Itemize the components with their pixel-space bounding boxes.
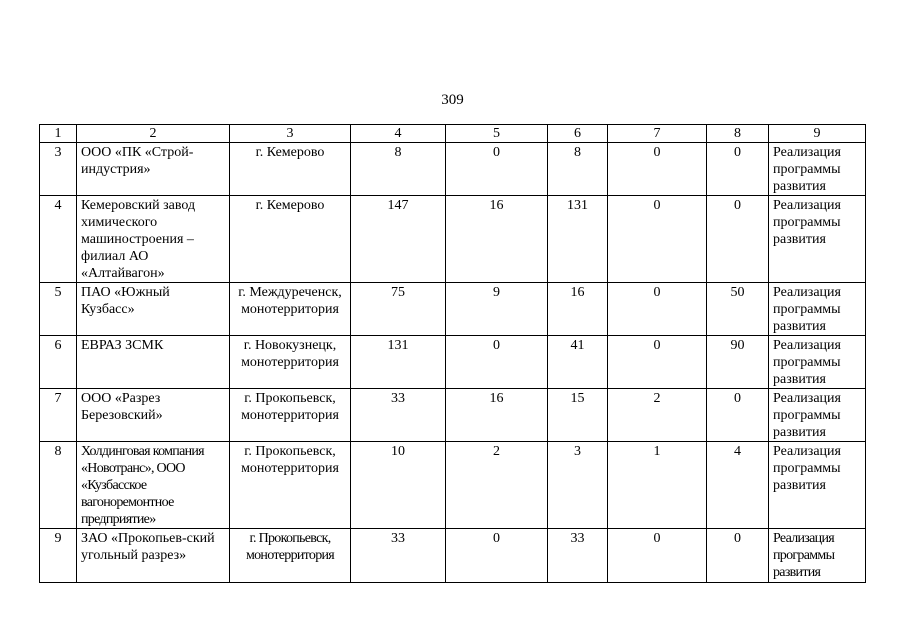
header-cell: 7 [608, 125, 707, 143]
value-col-8: 50 [707, 283, 769, 336]
table-row [40, 283, 866, 336]
company-name: ПАО «Южный Кузбасс» [77, 283, 230, 336]
location: г. Кемерово [230, 196, 351, 283]
location: г. Прокопьевск, монотерритория [230, 529, 351, 583]
location: г. Кемерово [230, 143, 351, 196]
row-number: 4 [40, 196, 77, 283]
value-col-5: 2 [446, 442, 548, 529]
value-col-4: 8 [351, 143, 446, 196]
note: Реализация программы развития [769, 196, 866, 283]
value-col-5: 0 [446, 529, 548, 583]
value-col-6: 33 [548, 529, 608, 583]
value-col-7: 2 [608, 389, 707, 442]
table-row [40, 196, 866, 283]
value-col-4: 33 [351, 529, 446, 583]
row-number: 6 [40, 336, 77, 389]
header-cell: 4 [351, 125, 446, 143]
value-col-8: 4 [707, 442, 769, 529]
value-col-7: 0 [608, 143, 707, 196]
company-name: Кемеровский завод химического машиностроения – филиал АО «Алтайвагон» [77, 196, 230, 283]
note: Реализация программы развития [769, 143, 866, 196]
note: Реализация программы развития [769, 283, 866, 336]
note: Реализация программы развития [769, 529, 866, 583]
header-cell: 1 [40, 125, 77, 143]
note: Реализация программы развития [769, 389, 866, 442]
value-col-5: 0 [446, 143, 548, 196]
value-col-6: 41 [548, 336, 608, 389]
row-number: 7 [40, 389, 77, 442]
value-col-8: 0 [707, 389, 769, 442]
company-name: ЕВРАЗ ЗСМК [77, 336, 230, 389]
value-col-8: 0 [707, 143, 769, 196]
table-header-row [40, 125, 866, 143]
value-col-6: 15 [548, 389, 608, 442]
company-name: Холдинговая компания «Новотранс», ООО «Кузбасское вагоноремонтное предприятие» [77, 442, 230, 529]
location: г. Новокузнецк, монотерритория [230, 336, 351, 389]
header-cell: 6 [548, 125, 608, 143]
location: г. Междуреченск, монотерритория [230, 283, 351, 336]
row-number: 3 [40, 143, 77, 196]
note: Реализация программы развития [769, 336, 866, 389]
value-col-7: 0 [608, 529, 707, 583]
header-cell: 9 [769, 125, 866, 143]
table-row [40, 336, 866, 389]
value-col-8: 0 [707, 529, 769, 583]
value-col-5: 16 [446, 389, 548, 442]
value-col-4: 131 [351, 336, 446, 389]
value-col-8: 0 [707, 196, 769, 283]
company-name: ООО «ПК «Строй-индустрия» [77, 143, 230, 196]
value-col-7: 1 [608, 442, 707, 529]
value-col-6: 131 [548, 196, 608, 283]
value-col-7: 0 [608, 283, 707, 336]
value-col-5: 0 [446, 336, 548, 389]
value-col-6: 16 [548, 283, 608, 336]
row-number: 5 [40, 283, 77, 336]
location: г. Прокопьевск, монотерритория [230, 442, 351, 529]
company-name: ЗАО «Прокопьев-ский угольный разрез» [77, 529, 230, 583]
header-cell: 2 [77, 125, 230, 143]
value-col-4: 10 [351, 442, 446, 529]
note: Реализация программы развития [769, 442, 866, 529]
location: г. Прокопьевск, монотерритория [230, 389, 351, 442]
value-col-7: 0 [608, 196, 707, 283]
value-col-6: 8 [548, 143, 608, 196]
table-row [40, 529, 866, 583]
value-col-4: 75 [351, 283, 446, 336]
company-name: ООО «Разрез Березовский» [77, 389, 230, 442]
value-col-8: 90 [707, 336, 769, 389]
value-col-4: 147 [351, 196, 446, 283]
enterprise-table [39, 124, 866, 583]
row-number: 9 [40, 529, 77, 583]
table-row [40, 143, 866, 196]
value-col-5: 16 [446, 196, 548, 283]
header-cell: 8 [707, 125, 769, 143]
header-cell: 3 [230, 125, 351, 143]
value-col-7: 0 [608, 336, 707, 389]
header-cell: 5 [446, 125, 548, 143]
row-number: 8 [40, 442, 77, 529]
value-col-5: 9 [446, 283, 548, 336]
table-row [40, 442, 866, 529]
value-col-6: 3 [548, 442, 608, 529]
table-row [40, 389, 866, 442]
value-col-4: 33 [351, 389, 446, 442]
page-number: 309 [441, 92, 464, 108]
